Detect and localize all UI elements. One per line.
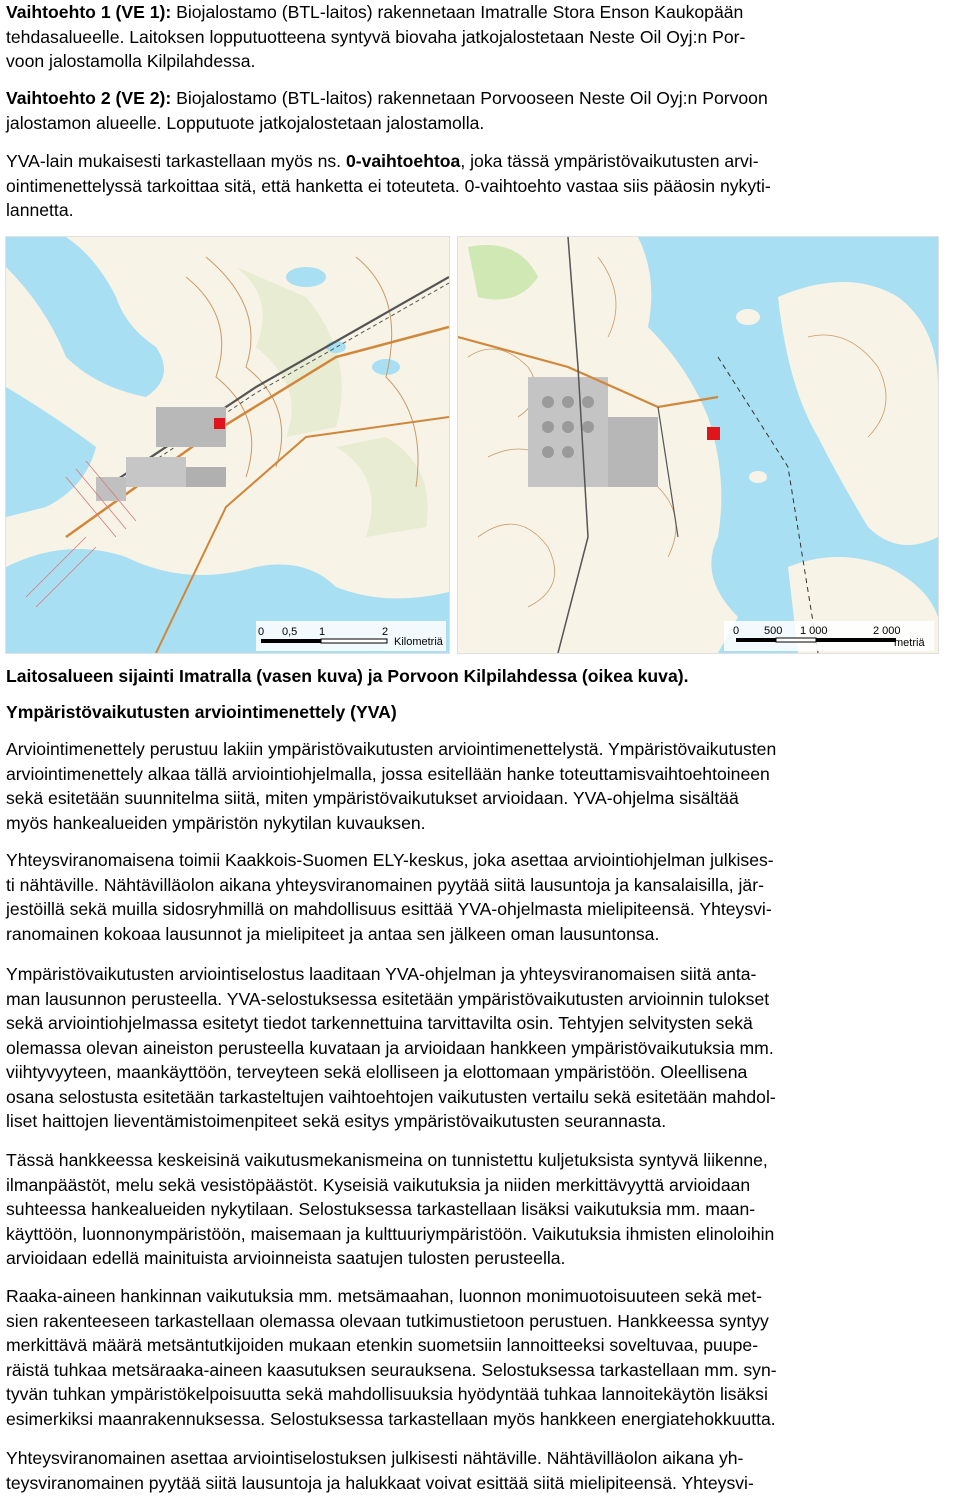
ve1-text: Biojalostamo (BTL-laitos) rakennetaan Imatralle Stora Enson Kaukopään tehdasalueelle. Laitoksen lopputuotteena syntyvä biovaha jatkojalostetaan Neste Oil Oyj:n Por- voon jalostamolla Kilpilahdessa. bbox=[6, 2, 746, 71]
paragraph-5: Raaka-aineen hankinnan vaikutuksia mm. metsämaahan, luonnon monimuotoisuuteen sekä met- sien rakenteeseen tarkastellaan olemassa olevaan tutkimustietoon perustuen. Hankkeessa syntyy merkittävä määrä metsäntutkijoiden mukaan etenkin suometsiin lannoitteeksi soveltuvaa, puupe- räistä tuhkaa metsäraaka-aineen kaasutuksen seurauksena. Selostuksessa tarkastellaan mm. syn- tyvän tuhkan ympäristökelpoisuutta sekä mahdollisuuksia hyödyntää tuhkaa lannoitekäytön lisäksi esimerkiksi maanrakennuksessa. Selostuksessa tarkastellaan myös hankkeen energiatehokkuutta. bbox=[6, 1286, 777, 1429]
site-marker-porvoo bbox=[707, 427, 720, 440]
scale-tick-right-0: 0 bbox=[733, 625, 740, 637]
ve2-label: Vaihtoehto 2 (VE 2): bbox=[6, 88, 172, 108]
scale-unit-left: Kilometriä bbox=[394, 636, 443, 648]
scale-tick-right-1: 500 bbox=[764, 625, 783, 637]
paragraph-6: Yhteysviranomainen asettaa arviointiselostuksen julkisesti nähtäville. Nähtävilläolon aikana yh- teysviranomainen pyytää siitä lausuntoja ja halukkaat voivat esittää siitä mielipiteensä. Yhteysvi- bbox=[6, 1448, 754, 1493]
figure-caption: Laitosalueen sijainti Imatralla (vasen kuva) ja Porvoon Kilpilahdessa (oikea kuva). bbox=[6, 666, 689, 686]
scale-tick-right-3: 2 000 bbox=[873, 625, 901, 637]
paragraph-1: Arviointimenettely perustuu lakiin ympäristövaikutusten arviointimenettelystä. Ympäristövaikutusten arviointimenettely alkaa tällä arviointiohjelmalla, jossa esitellään hanke toteuttamisvaihtoehtoineen sekä esitetään suunnitelma siitä, miten ympäristövaikutukset arvioidaan. YVA-ohjelma sisältää myös hankealueiden ympäristön nykytilan kuvauksen. bbox=[6, 739, 777, 833]
intro-ve0 bbox=[6, 149, 956, 223]
scale-tick-left-1: 0,5 bbox=[282, 626, 298, 638]
scale-tick-left-0: 0 bbox=[258, 626, 265, 638]
ve1-label: Vaihtoehto 1 (VE 1): bbox=[6, 2, 172, 22]
paragraph-2: Yhteysviranomaisena toimii Kaakkois-Suomen ELY-keskus, joka asettaa arviointiohjelman julkises- ti nähtäville. Nähtävilläolon aikana yhteysviranomainen pyytää siitä lausuntoja ja kansalaisilla, jär- jestöillä sekä muilla sidosryhmillä on mahdollisuus esittää YVA-ohjelmasta mielipiteensä. Yhteysvi- ranomainen kokoaa lausunnot ja mielipiteet ja antaa sen jälkeen oman lausuntonsa. bbox=[6, 850, 774, 944]
scale-tick-left-3: 2 bbox=[382, 626, 389, 638]
scale-tick-left-2: 1 bbox=[319, 626, 326, 638]
section-heading: Ympäristövaikutusten arviointimenettely (YVA) bbox=[6, 702, 397, 722]
paragraph-3: Ympäristövaikutusten arviointiselostus laaditaan YVA-ohjelman ja yhteysviranomaisen siitä anta- man lausunnon perusteella. YVA-selostuksessa esitetään ympäristövaikutusten arvioinnin tulokset sekä arviointiohjelmassa esitetyt tiedot tarkennettuina tarvittavilta osin. Tehtyjen selvitysten sekä olemassa olevan aineiston perusteella kuvataan ja arvioidaan hankkeen ympäristövaikutuksia mm. viihtyvyyteen, maankäyttöön, terveyteen sekä elolliseen ja elottomaan ympäristöön. Oleellisena osana selostusta esitetään tarkasteltujen vaihtoehtojen vaikutusten vertailu sekä esitetään mahdol- liset haittojen lieventämistoimenpiteet sekä esitys ympäristövaikutusten seurannasta. bbox=[6, 964, 776, 1131]
intro-ve1 bbox=[6, 0, 956, 74]
map-porvoo-graphic bbox=[458, 237, 938, 653]
map-imatra bbox=[5, 236, 450, 654]
ve0-text-b: , joka tässä ympäristövaikutusten arvi- ointimenettelyssä tarkoittaa sitä, että hanketta ei toteuteta. 0-vaihtoehto vastaa siis pääosin nykyti- lannetta. bbox=[6, 151, 771, 220]
scale-unit-right: metriä bbox=[894, 637, 925, 649]
ve0-text-a: YVA-lain mukaisesti tarkastellaan myös ns. bbox=[6, 151, 346, 171]
paragraph-4: Tässä hankkeessa keskeisinä vaikutusmekanismeina on tunnistettu kuljetuksista syntyvä liikenne, ilmanpäästöt, melu sekä vesistöpäästöt. Kyseisiä vaikutuksia ja niiden merkittävyyttä arvioidaan suhteessa hankealueiden nykytilaan. Selostuksessa tarkastellaan lisäksi vaikutuksia mm. maan- käyttöön, luonnonympäristöön, maisemaan ja kulttuuriympäristöön. Vaikutuksia ihmisten elinoloihin arvioidaan edellä mainituista arvioinneista saatujen tulosten perusteella. bbox=[6, 1150, 775, 1268]
ve2-text: Biojalostamo (BTL-laitos) rakennetaan Porvooseen Neste Oil Oyj:n Porvoon jalostamon alueelle. Lopputuote jatkojalostetaan jalostamolla. bbox=[6, 88, 768, 133]
map-porvoo bbox=[457, 236, 939, 654]
scale-tick-right-2: 1 000 bbox=[800, 625, 828, 637]
site-marker-imatra bbox=[214, 418, 225, 429]
ve0-label: 0-vaihtoehtoa bbox=[345, 151, 461, 171]
intro-ve2 bbox=[6, 86, 956, 135]
map-imatra-graphic bbox=[6, 237, 449, 653]
